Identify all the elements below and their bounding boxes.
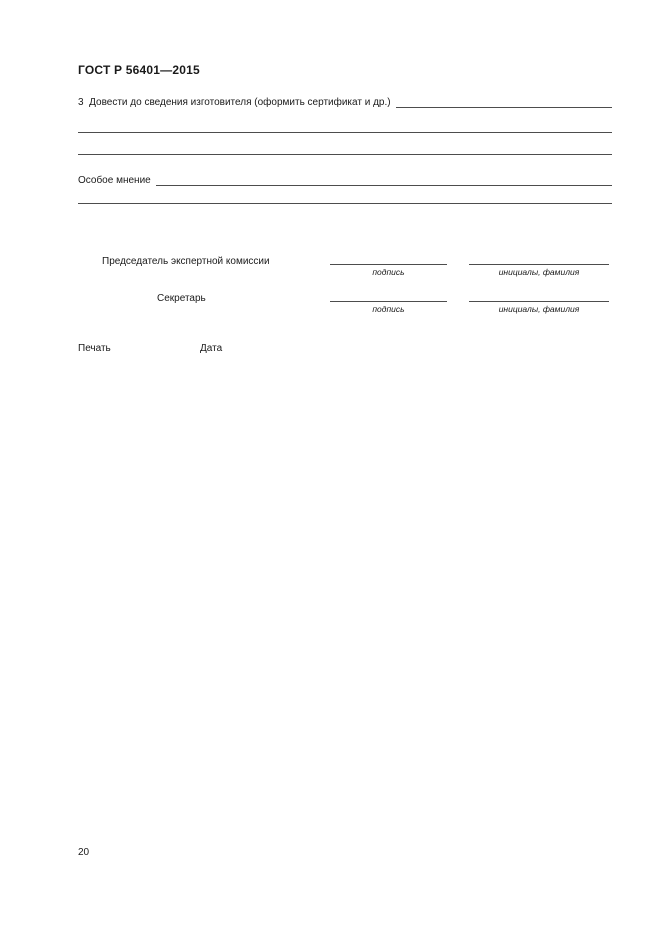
stamp-label: Печать	[78, 343, 111, 354]
name-line	[469, 301, 609, 302]
signature-role-chairman: Председатель экспертной комиссии	[102, 256, 270, 267]
item-3-label: 3 Довести до сведения изготовителя (оформить сертификат и др.)	[78, 97, 391, 108]
signature-role-secretary: Секретарь	[157, 293, 206, 304]
date-label: Дата	[200, 343, 223, 354]
special-opinion-label: Особое мнение	[78, 175, 151, 186]
standard-designation-header: ГОСТ Р 56401—2015	[78, 63, 200, 77]
item-3-row	[78, 96, 612, 109]
blank-fill-line	[78, 154, 612, 155]
name-caption: инициалы, фамилия	[498, 267, 580, 277]
chairman-signature-slot	[330, 264, 447, 277]
secretary-signature-slot	[330, 301, 447, 314]
name-line	[469, 264, 609, 265]
special-opinion-row	[78, 174, 612, 187]
signature-caption: подпись	[372, 267, 405, 277]
blank-fill-line	[78, 203, 612, 204]
signature-line	[330, 301, 447, 302]
page-number: 20	[78, 847, 90, 858]
secretary-name-slot	[469, 301, 609, 314]
signature-line	[330, 264, 447, 265]
chairman-name-slot	[469, 264, 609, 277]
special-opinion-fill-line	[156, 174, 612, 186]
blank-fill-line	[78, 132, 612, 133]
signature-caption: подпись	[372, 304, 405, 314]
name-caption: инициалы, фамилия	[498, 304, 580, 314]
item-3-fill-line	[396, 96, 612, 108]
